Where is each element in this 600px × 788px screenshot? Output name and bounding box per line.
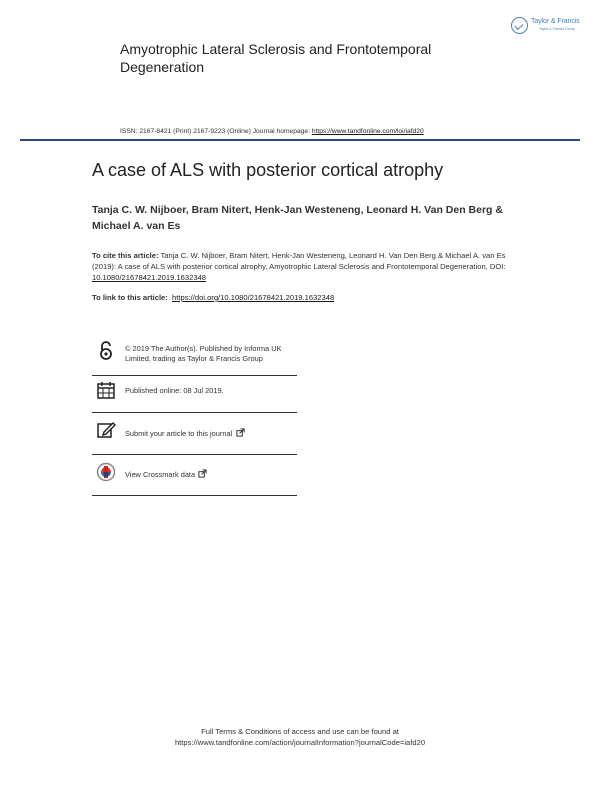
- citation-label: To cite this article:: [92, 251, 159, 260]
- citation-block: [92, 250, 512, 283]
- footer-terms-text: Full Terms & Conditions of access and use can be found at: [201, 727, 399, 736]
- footer: [0, 726, 600, 748]
- edit-icon: [96, 420, 116, 440]
- article-authors: Tanja C. W. Nijboer, Bram Nitert, Henk-Jan Westeneng, Leonard H. Van Den Berg & Michael A. van Es: [92, 204, 503, 232]
- info-divider: [92, 454, 297, 455]
- info-divider: [92, 412, 297, 413]
- published-date: Published online: 08 Jul 2019.: [125, 386, 224, 395]
- footer-terms-link[interactable]: https://www.tandfonline.com/action/journalInformation?journalCode=iafd20: [174, 738, 426, 747]
- publisher-logo-name: Taylor & Francis: [531, 18, 580, 25]
- header-rule: [20, 139, 580, 141]
- submit-article-label: Submit your article to this journal: [125, 429, 233, 438]
- open-access-icon: [96, 341, 116, 361]
- crossmark-label: View Crossmark data: [125, 470, 196, 479]
- article-doi-link[interactable]: https://doi.org/10.1080/21678421.2019.1632348: [172, 293, 335, 302]
- journal-title: Amyotrophic Lateral Sclerosis and Frontotemporal Degeneration: [120, 41, 432, 75]
- external-link-icon: [236, 428, 245, 437]
- crossmark-icon: [96, 462, 116, 482]
- article-link-line: [92, 293, 334, 302]
- submit-article-link[interactable]: [125, 428, 245, 439]
- info-divider: [92, 375, 297, 376]
- publisher-logo-icon: [511, 17, 528, 34]
- journal-homepage-link[interactable]: https://www.tandfonline.com/loi/iafd20: [311, 128, 424, 135]
- citation-text: Tanja C. W. Nijboer, Bram Nitert, Henk-Jan Westeneng, Leonard H. Van Den Berg & Michael A. van Es (2019): A case of ALS with posterior cortical atrophy, Amyotrophic Lateral Sclerosis and Frontotemporal Degeneration, DOI:: [92, 251, 506, 271]
- article-link-label: To link to this article:: [92, 293, 168, 302]
- issn-line: [120, 128, 424, 135]
- issn-text: ISSN: 2167-8421 (Print) 2167-9223 (Online) Journal homepage:: [120, 128, 312, 135]
- copyright-text: © 2019 The Author(s). Published by Informa UK Limited, trading as Taylor & Francis Group: [125, 344, 282, 363]
- calendar-icon: [96, 380, 116, 400]
- crossmark-link[interactable]: [125, 469, 207, 480]
- info-divider: [92, 495, 297, 496]
- article-title: A case of ALS with posterior cortical atrophy: [92, 160, 444, 180]
- external-link-icon: [198, 469, 207, 478]
- publisher-logo-tagline: Taylor & Francis Group: [539, 27, 575, 31]
- publisher-logo[interactable]: [511, 15, 586, 39]
- citation-doi-link[interactable]: 10.1080/21678421.2019.1632348: [92, 273, 207, 282]
